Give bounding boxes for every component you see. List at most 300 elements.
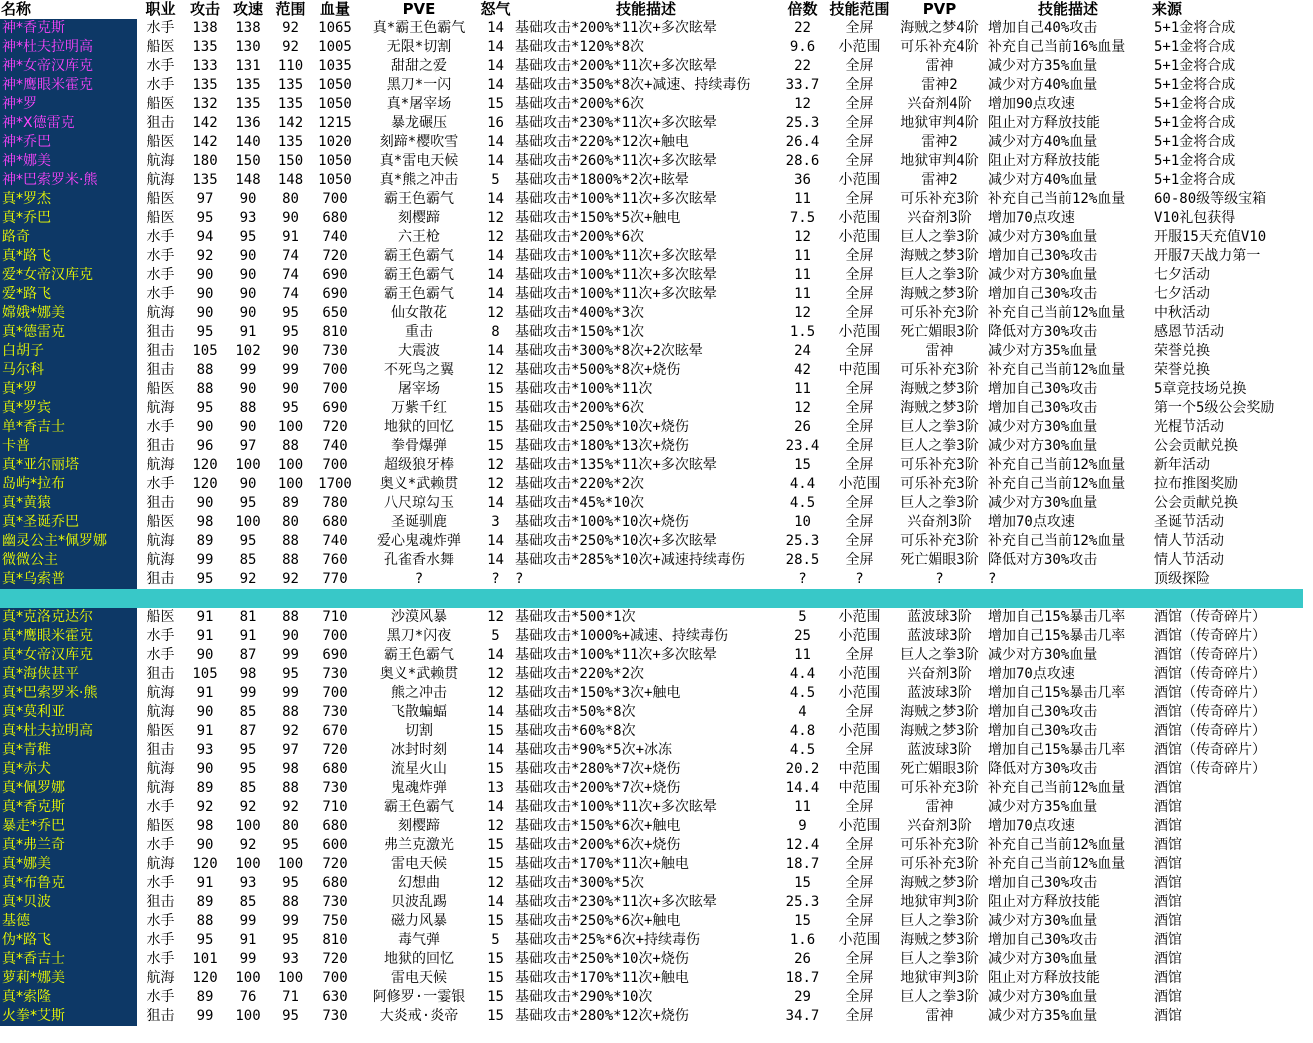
cell-rage: 14 [487, 894, 504, 910]
cell-attack: 97 [196, 191, 214, 207]
cell-range: 90 [282, 381, 299, 397]
cell-skill-range: 全屏 [845, 913, 874, 929]
cell-multiplier: 9.6 [789, 39, 816, 55]
cell-source: 酒馆 [1154, 970, 1182, 986]
cell-name: 真*赤犬 [0, 760, 137, 779]
table-row [0, 836, 1303, 855]
cell-pvp-desc: 增加自己15%暴击几率 [988, 742, 1126, 758]
cell-name: 真*女帝汉库克 [0, 646, 137, 665]
cell-skill-range: 全屏 [845, 514, 874, 530]
cell-attack-speed: 138 [235, 20, 261, 36]
cell-attack: 120 [192, 970, 218, 986]
cell-attack-speed: 93 [239, 210, 257, 226]
cell-source: 第一个5级公会奖励 [1154, 400, 1275, 416]
cell-class: 狙击 [146, 571, 175, 587]
cell-attack: 89 [196, 780, 214, 796]
table-row [0, 399, 1303, 418]
cell-pvp-skill: 可乐补充3阶 [900, 457, 979, 473]
cell-class: 船医 [146, 39, 175, 55]
cell-source: 5+1金将合成 [1154, 39, 1236, 55]
cell-hp: 750 [322, 913, 348, 929]
cell-hp: 680 [322, 210, 348, 226]
cell-attack: 133 [192, 58, 218, 74]
table-row [0, 665, 1303, 684]
cell-pve-skill: 屠宰场 [398, 381, 440, 397]
cell-name: 马尔科 [0, 361, 137, 380]
cell-hp: 680 [322, 818, 348, 834]
header-name: 名称 [1, 0, 32, 18]
cell-range: 148 [277, 172, 304, 188]
cell-hp: 700 [322, 457, 348, 473]
cell-range: 92 [282, 799, 299, 815]
cell-class: 航海 [146, 533, 175, 549]
cell-hp: 700 [322, 381, 348, 397]
cell-skill-desc: 基础攻击*500*1次 [515, 609, 636, 625]
cell-multiplier: 11 [794, 267, 811, 283]
cell-pvp-skill: 巨人之拳3阶 [900, 229, 979, 245]
cell-pvp-skill: 海贼之梦3阶 [900, 248, 979, 264]
cell-pve-skill: 鬼魂炸弹 [391, 780, 447, 796]
cell-skill-desc: 基础攻击*200%*11次+多次眩晕 [515, 20, 717, 36]
cell-class: 狙击 [146, 343, 175, 359]
cell-pvp-skill: 兴奋剂3阶 [907, 210, 972, 226]
cell-attack-speed: 90 [239, 191, 257, 207]
cell-attack-speed: 131 [235, 58, 261, 74]
cell-attack: 138 [192, 20, 218, 36]
cell-pve-skill: 黑刀*闪夜 [386, 628, 452, 644]
cell-source: 感恩节活动 [1154, 324, 1224, 340]
cell-rage: 15 [487, 400, 504, 416]
cell-hp: 1050 [318, 153, 352, 169]
cell-multiplier: 33.7 [785, 77, 820, 93]
cell-skill-range: 全屏 [845, 77, 874, 93]
cell-skill-desc: 基础攻击*230%*11次+多次眩晕 [515, 894, 717, 910]
cell-skill-desc: 基础攻击*1000%+减速、持续毒伤 [515, 628, 729, 644]
cell-attack: 95 [196, 932, 214, 948]
cell-multiplier: 4.4 [789, 476, 816, 492]
cell-pve-skill: 大震波 [398, 343, 440, 359]
cell-pvp-skill: 海贼之梦4阶 [900, 20, 979, 36]
cell-name: 真*青稚 [0, 741, 137, 760]
cell-name: 真*贝波 [0, 893, 137, 912]
cell-class: 水手 [146, 58, 175, 74]
cell-attack-speed: 85 [239, 894, 257, 910]
cell-attack-speed: 95 [239, 533, 257, 549]
cell-pvp-skill: ? [935, 571, 944, 587]
cell-skill-range: 小范围 [838, 723, 881, 739]
cell-hp: 1700 [318, 476, 352, 492]
cell-pvp-desc: 减少对方30%血量 [988, 229, 1098, 245]
cell-source: 七夕活动 [1154, 267, 1210, 283]
cell-skill-desc: 基础攻击*150%*3次+触电 [515, 685, 681, 701]
cell-skill-desc: 基础攻击*100%*11次+多次眩晕 [515, 286, 717, 302]
cell-attack: 88 [196, 381, 214, 397]
cell-attack-speed: 99 [239, 913, 257, 929]
cell-attack: 99 [196, 552, 214, 568]
cell-skill-desc: 基础攻击*250%*10次+烧伤 [515, 419, 689, 435]
cell-skill-desc: 基础攻击*230%*11次+多次眩晕 [515, 115, 717, 131]
cell-skill-range: 小范围 [838, 476, 881, 492]
cell-hp: 1215 [318, 115, 352, 131]
cell-hp: 1050 [318, 172, 352, 188]
cell-pvp-desc: 增加自己30%攻击 [988, 400, 1098, 416]
cell-pve-skill: 贝波乱踢 [391, 894, 447, 910]
cell-pve-skill: 霸王色霸气 [384, 799, 454, 815]
cell-skill-range: 全屏 [845, 647, 874, 663]
cell-pvp-desc: 补充自己当前12%血量 [988, 780, 1126, 796]
cell-class: 航海 [146, 856, 175, 872]
cell-pve-skill: 弗兰克激光 [384, 837, 454, 853]
cell-pvp-desc: 增加自己30%攻击 [988, 932, 1098, 948]
cell-pve-skill: 沙漠风暴 [391, 609, 447, 625]
cell-range: 98 [282, 761, 299, 777]
cell-skill-desc: 基础攻击*100%*11次+多次眩晕 [515, 248, 717, 264]
cell-skill-desc: 基础攻击*260%*11次+多次眩晕 [515, 153, 717, 169]
cell-source: 酒馆（传奇碎片） [1154, 628, 1266, 644]
cell-skill-range: 全屏 [845, 894, 874, 910]
cell-source: 5章竞技场兑换 [1154, 381, 1247, 397]
cell-name: 白胡子 [0, 342, 137, 361]
cell-range: 88 [282, 780, 299, 796]
cell-source: 酒馆 [1154, 894, 1182, 910]
cell-source: 酒馆 [1154, 818, 1182, 834]
cell-rage: 14 [487, 647, 504, 663]
cell-pve-skill: 万紫千红 [391, 400, 447, 416]
cell-skill-range: 小范围 [838, 39, 881, 55]
cell-attack-speed: 95 [239, 229, 257, 245]
cell-rage: 14 [487, 704, 504, 720]
cell-range: 100 [277, 457, 304, 473]
cell-class: 船医 [146, 818, 175, 834]
cell-attack: 90 [196, 647, 214, 663]
cell-pvp-skill: 海贼之梦3阶 [900, 723, 979, 739]
table-row [0, 741, 1303, 760]
cell-attack-speed: 81 [239, 609, 257, 625]
cell-rage: 14 [487, 58, 504, 74]
cell-hp: 730 [322, 780, 348, 796]
cell-class: 船医 [146, 96, 175, 112]
cell-rage: 15 [487, 989, 504, 1005]
cell-class: 航海 [146, 780, 175, 796]
cell-pvp-desc: 阻止对方释放技能 [988, 894, 1100, 910]
cell-pve-skill: 熊之冲击 [391, 685, 447, 701]
cell-attack-speed: 100 [235, 856, 261, 872]
cell-multiplier: 4.5 [789, 495, 816, 511]
cell-source: 荣誉兑换 [1154, 343, 1210, 359]
cell-pvp-desc: 补充自己当前12%血量 [988, 305, 1126, 321]
cell-pvp-desc: 减少对方30%血量 [988, 419, 1098, 435]
cell-multiplier: 10 [794, 514, 811, 530]
cell-skill-desc: 基础攻击*250%*10次+多次眩晕 [515, 533, 717, 549]
cell-pvp-skill: 兴奋剂4阶 [907, 96, 972, 112]
cell-multiplier: 4.5 [789, 685, 816, 701]
cell-multiplier: 29 [794, 989, 811, 1005]
cell-skill-range: 小范围 [838, 172, 881, 188]
cell-attack-speed: 97 [239, 438, 257, 454]
table-row [0, 893, 1303, 912]
cell-pve-skill: 流星火山 [391, 761, 447, 777]
cell-skill-desc: 基础攻击*200%*11次+多次眩晕 [515, 58, 717, 74]
cell-pvp-skill: 海贼之梦3阶 [900, 932, 979, 948]
cell-range: 92 [282, 20, 299, 36]
cell-name: 神*杜夫拉明高 [0, 38, 137, 57]
cell-skill-desc: 基础攻击*285%*10次+减速持续毒伤 [515, 552, 745, 568]
cell-pve-skill: 毒气弹 [398, 932, 440, 948]
table-row [0, 475, 1303, 494]
cell-name: 真*罗杰 [0, 190, 137, 209]
cell-name: 微微公主 [0, 551, 137, 570]
cell-pve-skill: 冰封时刻 [391, 742, 447, 758]
cell-range: 93 [282, 951, 299, 967]
cell-skill-desc: 基础攻击*220%*2次 [515, 666, 645, 682]
cell-range: 95 [282, 1008, 299, 1024]
cell-skill-range: 全屏 [845, 704, 874, 720]
cell-multiplier: 25.3 [785, 533, 820, 549]
cell-multiplier: 18.7 [785, 970, 820, 986]
cell-multiplier: 11 [794, 647, 811, 663]
cell-attack-speed: 92 [239, 837, 257, 853]
cell-hp: 1050 [318, 77, 352, 93]
cell-multiplier: 9 [798, 818, 807, 834]
cell-pvp-skill: 巨人之拳3阶 [900, 913, 979, 929]
cell-pve-skill: 飞散蝙蝠 [391, 704, 447, 720]
table-row [0, 418, 1303, 437]
cell-pvp-skill: 海贼之梦3阶 [900, 400, 979, 416]
table-row [0, 1007, 1303, 1026]
cell-rage: 14 [487, 742, 504, 758]
table-row [0, 874, 1303, 893]
cell-pvp-skill: 兴奋剂3阶 [907, 818, 972, 834]
table-row [0, 380, 1303, 399]
cell-pvp-desc: 减少对方30%血量 [988, 495, 1098, 511]
cell-pvp-skill: 死亡媚眼3阶 [900, 324, 979, 340]
table-row [0, 912, 1303, 931]
cell-range: 95 [282, 400, 299, 416]
cell-multiplier: 11 [794, 381, 811, 397]
cell-multiplier: 24 [794, 343, 811, 359]
cell-class: 航海 [146, 153, 175, 169]
cell-rage: 14 [487, 286, 504, 302]
cell-class: 航海 [146, 400, 175, 416]
cell-pvp-desc: 增加自己30%攻击 [988, 286, 1098, 302]
cell-multiplier: 4 [798, 704, 807, 720]
table-row [0, 266, 1303, 285]
cell-hp: 730 [322, 666, 348, 682]
cell-range: 74 [282, 267, 299, 283]
cell-attack-speed: 100 [235, 1008, 261, 1024]
cell-range: 90 [282, 210, 299, 226]
cell-class: 狙击 [146, 438, 175, 454]
cell-pve-skill: 重击 [405, 324, 433, 340]
cell-attack-speed: 102 [235, 343, 261, 359]
cell-pvp-desc: ? [988, 571, 997, 587]
cell-rage: 14 [487, 134, 504, 150]
cell-source: 圣诞节活动 [1154, 514, 1224, 530]
cell-skill-range: 全屏 [845, 134, 874, 150]
cell-source: 酒馆（传奇碎片） [1154, 685, 1266, 701]
cell-skill-range: 中范围 [838, 780, 881, 796]
cell-attack: 135 [192, 39, 218, 55]
cell-range: 91 [282, 229, 299, 245]
cell-range: 92 [282, 39, 299, 55]
cell-name: 暴走*乔巴 [0, 817, 137, 836]
cell-multiplier: 25.3 [785, 894, 820, 910]
cell-pvp-skill: 雷神 [925, 1008, 954, 1024]
cell-class: 狙击 [146, 894, 175, 910]
cell-attack-speed: 135 [235, 96, 261, 112]
cell-name: 神*娜美 [0, 152, 137, 171]
cell-pvp-skill: 可乐补充3阶 [900, 856, 979, 872]
cell-attack: 98 [196, 514, 214, 530]
cell-multiplier: 15 [794, 913, 811, 929]
cell-skill-range: 全屏 [845, 742, 874, 758]
cell-pvp-desc: 减少对方30%血量 [988, 951, 1098, 967]
cell-pvp-desc: 减少对方35%血量 [988, 799, 1098, 815]
cell-skill-range: 全屏 [845, 343, 874, 359]
cell-attack: 89 [196, 894, 214, 910]
cell-pve-skill: 大炎戒·炎帝 [379, 1008, 459, 1024]
cell-name: 真*布鲁克 [0, 874, 137, 893]
cell-rage: 12 [487, 476, 504, 492]
table-row [0, 703, 1303, 722]
cell-hp: 690 [322, 400, 348, 416]
cell-pvp-desc: 减少对方40%血量 [988, 172, 1098, 188]
cell-class: 航海 [146, 552, 175, 568]
cell-name: 真*亚尔丽塔 [0, 456, 137, 475]
cell-pve-skill: ? [414, 571, 424, 587]
cell-source: 5+1金将合成 [1154, 20, 1236, 36]
cell-pve-skill: 真*雷电天候 [379, 153, 459, 169]
cell-rage: 14 [487, 248, 504, 264]
cell-attack: 98 [196, 818, 214, 834]
cell-pvp-desc: 减少对方30%血量 [988, 913, 1098, 929]
cell-name: 真*索隆 [0, 988, 137, 1007]
table-row [0, 627, 1303, 646]
cell-class: 水手 [146, 20, 175, 36]
cell-pvp-skill: 可乐补充4阶 [900, 39, 979, 55]
cell-skill-range: 小范围 [838, 818, 881, 834]
cell-hp: 1065 [318, 20, 352, 36]
cell-range: 92 [282, 723, 299, 739]
cell-skill-desc: 基础攻击*220%*12次+触电 [515, 134, 689, 150]
cell-pvp-desc: 减少对方30%血量 [988, 267, 1098, 283]
cell-pve-skill: 孔雀香水舞 [384, 552, 454, 568]
cell-attack: 135 [192, 77, 218, 93]
cell-pvp-skill: 地狱审判3阶 [900, 894, 979, 910]
cell-pve-skill: 无限*切割 [386, 39, 452, 55]
cell-attack-speed: 99 [239, 685, 257, 701]
cell-pve-skill: 霸王色霸气 [384, 248, 454, 264]
cell-pve-skill: 霸王色霸气 [384, 647, 454, 663]
cell-range: 150 [277, 153, 304, 169]
cell-source: 5+1金将合成 [1154, 77, 1236, 93]
cell-attack: 95 [196, 210, 214, 226]
cell-attack: 142 [192, 115, 218, 131]
cell-rage: 16 [487, 115, 504, 131]
cell-attack-speed: 136 [235, 115, 261, 131]
cell-pve-skill: 地狱的回忆 [384, 951, 454, 967]
cell-range: 92 [282, 571, 299, 587]
header-row [0, 0, 1303, 19]
cell-class: 水手 [146, 647, 175, 663]
table-row [0, 798, 1303, 817]
cell-rage: 12 [487, 210, 504, 226]
cell-hp: 1020 [318, 134, 352, 150]
cell-source: 酒馆（传奇碎片） [1154, 704, 1266, 720]
cell-class: 狙击 [146, 666, 175, 682]
cell-attack: 94 [196, 229, 214, 245]
header-pvp: PVP [922, 0, 957, 18]
cell-pvp-desc: 增加自己30%攻击 [988, 704, 1098, 720]
cell-name: 真*杜夫拉明高 [0, 722, 137, 741]
cell-skill-range: 全屏 [845, 153, 874, 169]
cell-skill-range: 全屏 [845, 267, 874, 283]
cell-pvp-desc: 补充自己当前12%血量 [988, 191, 1126, 207]
cell-pvp-desc: 减少对方35%血量 [988, 58, 1098, 74]
cell-pvp-desc: 降低对方30%攻击 [988, 761, 1098, 777]
cell-class: 水手 [146, 837, 175, 853]
cell-class: 水手 [146, 419, 175, 435]
cell-source: 酒馆（传奇碎片） [1154, 647, 1266, 663]
cell-skill-range: 全屏 [845, 400, 874, 416]
cell-range: 88 [282, 609, 299, 625]
cell-skill-desc: 基础攻击*300%*8次+2次眩晕 [515, 343, 703, 359]
cell-hp: 710 [322, 799, 348, 815]
cell-attack: 90 [196, 305, 214, 321]
cell-range: 71 [282, 989, 299, 1005]
cell-multiplier: 15 [794, 875, 811, 891]
cell-hp: 690 [322, 267, 348, 283]
table-row [0, 19, 1303, 38]
cell-range: 95 [282, 837, 299, 853]
cell-range: 95 [282, 305, 299, 321]
cell-pvp-skill: 巨人之拳3阶 [900, 438, 979, 454]
cell-range: 80 [282, 514, 299, 530]
table-row [0, 190, 1303, 209]
cell-rage: 15 [487, 419, 504, 435]
cell-name: 基德 [0, 912, 137, 931]
cell-class: 船医 [146, 609, 175, 625]
table-row [0, 152, 1303, 171]
cell-attack: 91 [196, 685, 214, 701]
header-pvp-skill-desc: 技能描述 [1037, 0, 1098, 18]
cell-skill-desc: 基础攻击*250%*6次+触电 [515, 913, 681, 929]
cell-attack: 142 [192, 134, 218, 150]
cell-name: 真*莫利亚 [0, 703, 137, 722]
cell-skill-desc: 基础攻击*170%*11次+触电 [515, 970, 689, 986]
cell-pvp-skill: 死亡媚眼3阶 [900, 552, 979, 568]
cell-pvp-skill: 可乐补充3阶 [900, 476, 979, 492]
cell-attack-speed: 87 [239, 723, 257, 739]
cell-range: 95 [282, 875, 299, 891]
cell-attack-speed: 90 [239, 381, 257, 397]
cell-attack-speed: 135 [235, 77, 261, 93]
cell-hp: 1035 [318, 58, 352, 74]
cell-rage: 5 [491, 172, 500, 188]
cell-hp: 700 [322, 628, 348, 644]
cell-rage: 12 [487, 362, 504, 378]
cell-skill-desc: 基础攻击*120%*8次 [515, 39, 645, 55]
cell-rage: 15 [487, 1008, 504, 1024]
cell-skill-range: 小范围 [838, 666, 881, 682]
cell-rage: 15 [487, 381, 504, 397]
cell-source: 荣誉兑换 [1154, 362, 1210, 378]
cell-skill-range: 全屏 [845, 970, 874, 986]
cell-pvp-skill: 雷神 [925, 343, 954, 359]
cell-class: 水手 [146, 248, 175, 264]
cell-pve-skill: 霸王色霸气 [384, 286, 454, 302]
cell-rage: 15 [487, 913, 504, 929]
